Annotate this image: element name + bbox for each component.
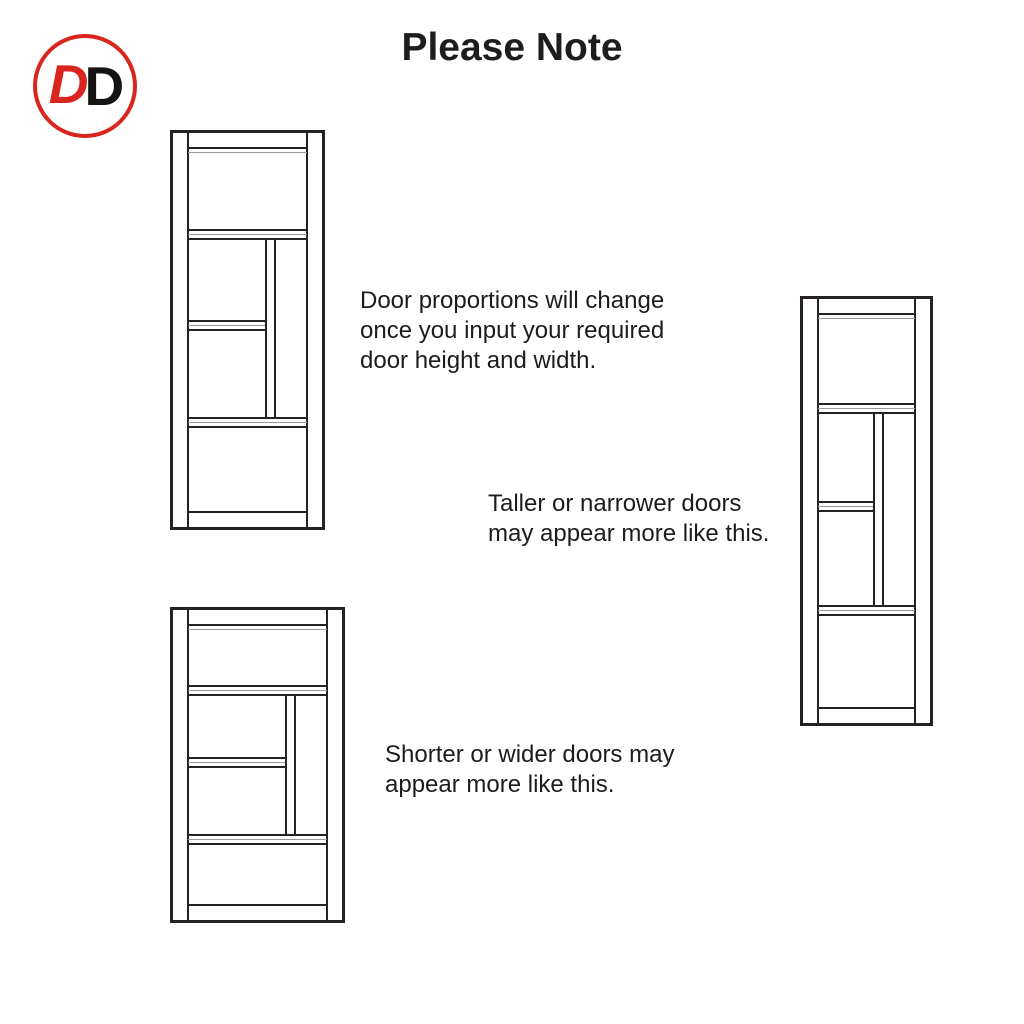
- door-diagram-taller-narrower: [800, 296, 933, 726]
- note-line: Taller or narrower doors: [488, 490, 742, 517]
- note-line: may appear more like this.: [488, 520, 770, 547]
- note-line: Shorter or wider doors may: [385, 741, 675, 768]
- door-diagram-default: [170, 130, 325, 530]
- page-title: Please Note: [401, 26, 623, 69]
- note-taller-narrower: [488, 489, 769, 549]
- door-diagram-shorter-wider: [170, 607, 345, 923]
- note-line: Door proportions will change: [360, 287, 665, 314]
- note-door-proportions: [360, 286, 664, 376]
- logo-letter-d-red: D: [48, 52, 86, 115]
- logo-letter-d-black: D: [84, 54, 122, 117]
- note-line: door height and width.: [360, 347, 597, 374]
- note-shorter-wider: [385, 740, 674, 800]
- note-line: appear more like this.: [385, 771, 615, 798]
- note-line: once you input your required: [360, 317, 665, 344]
